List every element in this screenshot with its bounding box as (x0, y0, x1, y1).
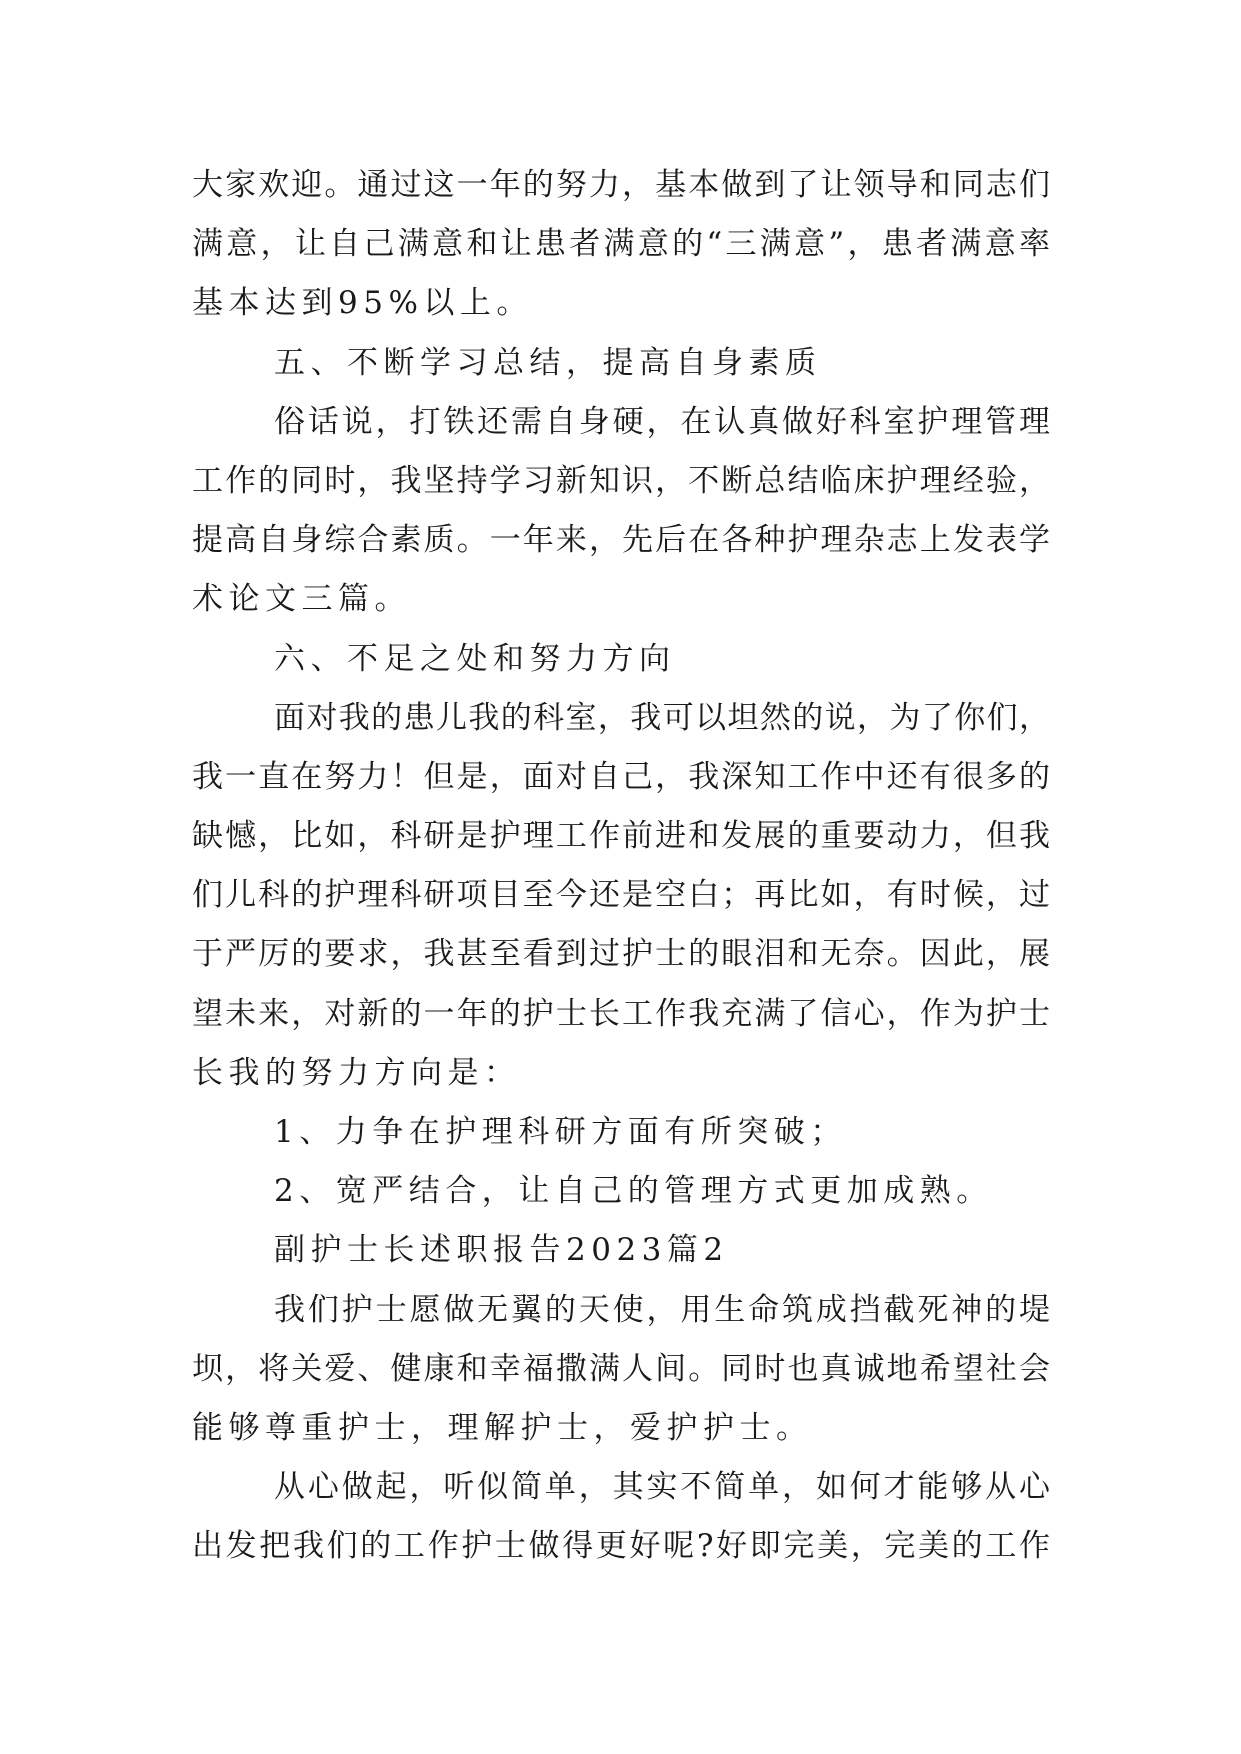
section-heading: 六、不足之处和努力方向 (274, 640, 676, 677)
paragraph-line: 术论文三篇。 (192, 581, 411, 618)
paragraph-line: 于严厉的要求，我甚至看到过护士的眼泪和无奈。因此，展 (192, 936, 1050, 973)
paragraph-line: 工作的同时，我坚持学习新知识，不断总结临床护理经验， (192, 462, 1050, 499)
paragraph-line: 俗话说，打铁还需自身硬，在认真做好科室护理管理 (274, 403, 1050, 440)
paragraph-line: 我们护士愿做无翼的天使，用生命筑成挡截死神的堤 (274, 1291, 1050, 1328)
paragraph-line: 我一直在努力！但是，面对自己，我深知工作中还有很多的 (192, 758, 1050, 795)
section-heading: 五、不断学习总结，提高自身素质 (274, 344, 822, 381)
paragraph-line: 出发把我们的工作护士做得更好呢?好即完美，完美的工作 (192, 1528, 1050, 1565)
paragraph-line: 大家欢迎。通过这一年的努力，基本做到了让领导和同志们 (192, 167, 1050, 203)
list-item: 1、力争在护理科研方面有所突破； (274, 1114, 847, 1150)
paragraph-line: 提高自身综合素质。一年来，先后在各种护理杂志上发表学 (192, 522, 1050, 559)
paragraph-line: 长我的努力方向是： (192, 1054, 521, 1091)
document-body (192, 156, 1050, 1577)
paragraph-line: 基本达到95%以上。 (192, 285, 533, 322)
paragraph-line: 坝，将关爱、健康和幸福撒满人间。同时也真诚地希望社会 (192, 1350, 1050, 1387)
paragraph-line: 望未来，对新的一年的护士长工作我充满了信心，作为护士 (192, 995, 1050, 1032)
report-subtitle: 副护士长述职报告2023篇2 (274, 1232, 729, 1269)
paragraph-line: 缺憾，比如，科研是护理工作前进和发展的重要动力，但我 (192, 818, 1050, 855)
paragraph-line: 们儿科的护理科研项目至今还是空白；再比如，有时候，过 (192, 877, 1050, 914)
paragraph-line: 满意，让自己满意和让患者满意的“三满意”，患者满意率 (192, 226, 1050, 263)
paragraph-line: 面对我的患儿我的科室，我可以坦然的说，为了你们， (274, 699, 1050, 736)
list-item: 2、宽严结合，让自己的管理方式更加成熟。 (274, 1173, 993, 1210)
paragraph-line: 能够尊重护士，理解护士，爱护护士。 (192, 1409, 813, 1446)
paragraph-line: 从心做起，听似简单，其实不简单，如何才能够从心 (274, 1469, 1050, 1506)
